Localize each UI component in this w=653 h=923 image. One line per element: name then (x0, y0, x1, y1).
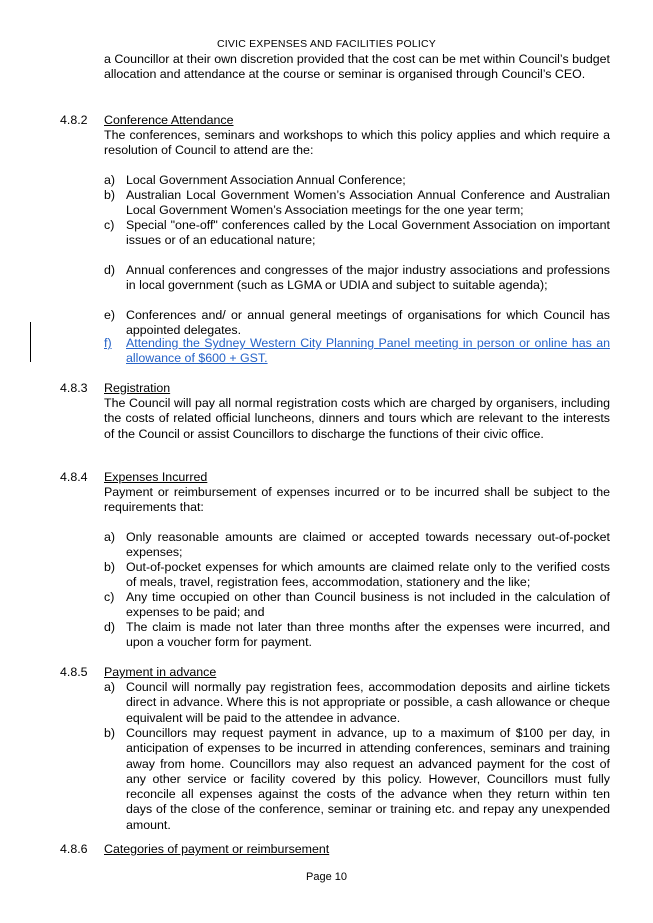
list-item-text: Out-of-pocket expenses for which amounts are claimed relate only to the verified costs of meals, travel, registration fees, accommodation, stationery and the like; (126, 560, 610, 590)
list-item-text: Only reasonable amounts are claimed or accepted towards necessary out-of-pocket expenses; (126, 530, 610, 560)
section-title: Payment in advance (104, 665, 217, 679)
section-paragraph: Payment or reimbursement of expenses incurred or to be incurred shall be subject to the requirements that: (104, 485, 610, 515)
list-item-label: a) (104, 680, 116, 694)
list-item (104, 530, 610, 561)
list-item-label: e) (104, 308, 116, 322)
revision-change-bar (30, 322, 31, 362)
list-item-text: Councillors may request payment in advance, up to a maximum of $100 per day, in anticipation of expenses to be incurred in attending conferences, seminars and training away from home. Councillors may also request an advanced payment for the cost of any other service or facility covered by this policy. However, Councillors must fully reconcile all expenses against the costs of the advance when they return within ten days of the close of the conference, seminar or training etc. and repay any unexpended amount. (126, 726, 610, 832)
list-item-label: b) (104, 188, 116, 202)
section-title: Categories of payment or reimbursement (104, 842, 330, 856)
list-item-label: b) (104, 560, 116, 574)
list-item-text: Conferences and/ or annual general meetings of organisations for which Council has appointed delegates. (126, 308, 610, 338)
list-item-text: Australian Local Government Women’s Association Annual Conference and Australian Local Government Women’s Association meetings for the one year term; (126, 188, 610, 218)
list-item-amendment (104, 336, 610, 367)
section-number: 4.8.2 (60, 113, 88, 127)
list-item-text: Special "one-off" conferences called by the Local Government Association on important issues or of an educational nature; (126, 218, 610, 248)
list-item (104, 726, 610, 833)
list-item (104, 173, 610, 188)
list-item-text: Council will normally pay registration fees, accommodation deposits and airline tickets direct in advance. Where this is not appropriate or possible, a cash allowance or cheque equivalent will be paid to the attendee in advance. (126, 680, 610, 725)
section-number: 4.8.3 (60, 381, 88, 395)
list-item-label: a) (104, 173, 116, 187)
list-item (104, 218, 610, 249)
list-item (104, 263, 610, 294)
list-item-label: f) (104, 336, 112, 350)
section-number: 4.8.4 (60, 470, 88, 484)
list-item (104, 560, 610, 591)
list-item-label: c) (104, 218, 115, 232)
list-item-text: Annual conferences and congresses of the major industry associations and professions in local government (such as LGMA or UDIA and subject to suitable agenda); (126, 263, 610, 293)
list-item-text: The claim is made not later than three months after the expenses were incurred, and upon a voucher form for payment. (126, 620, 610, 650)
list-item-label: b) (104, 726, 116, 740)
list-item-text: Any time occupied on other than Council business is not included in the calculation of expenses to be paid; and (126, 590, 610, 620)
list-item-label: a) (104, 530, 116, 544)
section-number: 4.8.6 (60, 842, 88, 856)
page-number: Page 10 (306, 871, 347, 883)
page-header-title: CIVIC EXPENSES AND FACILITIES POLICY (216, 38, 436, 50)
list-item-label: c) (104, 590, 115, 604)
section-title: Registration (104, 381, 171, 395)
list-item (104, 590, 610, 621)
list-item-label: d) (104, 620, 116, 634)
section-paragraph: The conferences, seminars and workshops to which this policy applies and which require a resolution of Council to attend are the: (104, 128, 610, 158)
section-title: Expenses Incurred (104, 470, 208, 484)
list-item (104, 680, 610, 726)
intro-paragraph: a Councillor at their own discretion provided that the cost can be met within Council’s budget allocation and attendance at the course or seminar is organised through Council’s CEO. (104, 52, 611, 82)
section-number: 4.8.5 (60, 665, 88, 679)
section-paragraph: The Council will pay all normal registration costs which are charged by organisers, including the costs of related official luncheons, dinners and tours which are relevant to the interests of the Council or assist Councillors to discharge the functions of their civic office. (104, 396, 610, 441)
list-item-text: Attending the Sydney Western City Planning Panel meeting in person or online has an allowance of $600 + GST. (126, 336, 610, 366)
list-item-text: Local Government Association Annual Conference; (126, 173, 406, 187)
list-item (104, 188, 610, 219)
section-title: Conference Attendance (104, 113, 234, 127)
list-item (104, 620, 610, 651)
list-item (104, 308, 610, 339)
list-item-label: d) (104, 263, 116, 277)
